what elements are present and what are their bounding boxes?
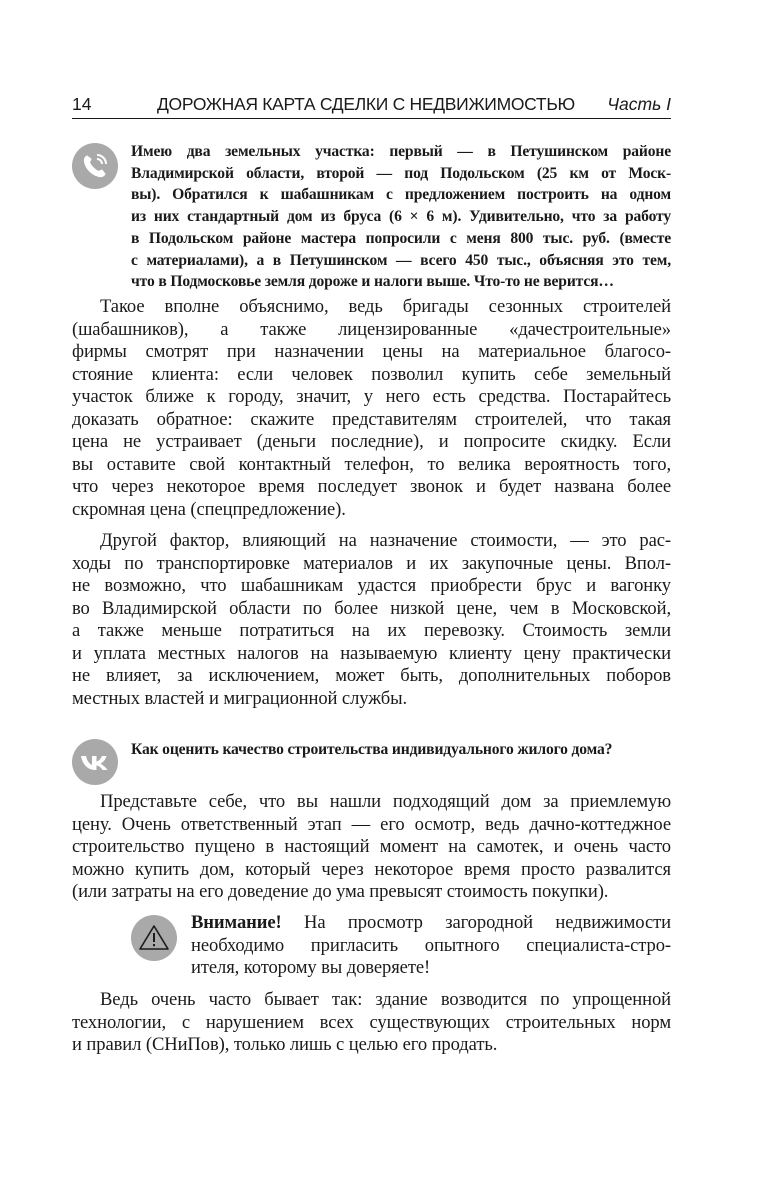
text-line: (или затраты на его доведение до ума превысят стоимость покупки). <box>72 881 609 902</box>
vk-icon <box>72 739 118 785</box>
answer-paragraph-2 <box>72 530 671 710</box>
text-line: не возможно, что шабашникам удастся приобрести брус и вагонку <box>72 575 671 596</box>
text-line: фирмы смотрят при назначении цены на материальное благосо- <box>72 341 671 362</box>
text-line: вы). Обратился к шабашникам с предложением построить на одном <box>131 186 671 204</box>
text-line: ходы по транспортировке материалов и их закупочные цены. Впол- <box>72 552 671 574</box>
warning-text-line: ителя, которому вы доверяете! <box>191 957 431 978</box>
part-label: Часть I <box>607 94 671 114</box>
text-line: в Подольском районе мастера попросили с меня 800 тыс. руб. (вместе <box>131 229 671 247</box>
question-heading: Как оценить качество строительства индивидуального жилого дома? <box>131 741 613 758</box>
body-paragraph-3 <box>72 791 671 904</box>
text-line: Ведь очень часто бывает так: здание возводится по упрощенной <box>100 989 671 1010</box>
phone-icon <box>72 143 118 189</box>
text-line: Владимирской области, второй — под Подольском (25 км от Моск- <box>131 164 671 182</box>
text-line: что через некоторое время последует звонок и будет названа более <box>72 476 671 497</box>
page-number: 14 <box>72 94 92 114</box>
reader-question <box>131 141 671 293</box>
text-line: во Владимирской области по более низкой цене, чем в Московской, <box>72 597 671 619</box>
text-line: Другой фактор, влияющий на назначение стоимости, — это рас- <box>100 530 671 551</box>
text-line: строительство пущено в настоящий момент на самотек, и очень часто <box>72 836 671 857</box>
text-line: Такое вполне объяснимо, ведь бригады сезонных строителей <box>100 296 671 317</box>
text-line: что в Подмосковье земля дороже и налоги выше. Что-то не верится… <box>131 273 614 291</box>
text-line: а также меньше потратиться на их перевозку. Стоимость земли <box>72 620 671 641</box>
running-header <box>72 92 671 119</box>
text-line: с материалами), а в Петушинском — всего 450 тыс., объясняя это тем, <box>131 251 671 269</box>
text-line: вы оставите свой контактный телефон, то велика вероятность того, <box>72 453 671 475</box>
answer-paragraph-1 <box>72 296 671 521</box>
warning-label: Внимание! <box>191 912 282 933</box>
text-line: из них стандартный дом из бруса (6 × 6 м). Удивительно, что за работу <box>131 208 671 226</box>
warning-icon <box>131 915 177 961</box>
text-line: технологии, с нарушением всех существующих строительных норм <box>72 1011 671 1033</box>
body-paragraph-4 <box>72 989 671 1057</box>
text-line: стояние клиента: если человек позволил купить себе земельный <box>72 363 671 385</box>
text-line: доказать обратное: скажите представителям строителей, что такая <box>72 408 671 430</box>
text-line: Имею два земельных участка: первый — в Петушинском районе <box>131 143 671 160</box>
text-line: местных властей и миграционной службы. <box>72 687 408 709</box>
warning-note <box>191 912 671 980</box>
text-line: скромная цена (спецпредложение). <box>72 498 346 520</box>
text-line: участок ближе к городу, значит, у него есть средства. Постарайтесь <box>72 386 671 407</box>
text-line: (шабашников), а также лицензированные «дачестроительные» <box>72 318 671 340</box>
text-line: можно купить дом, который через некоторое время просто развалится <box>72 858 671 880</box>
text-line: и правил (СНиПов), только лишь с целью его продать. <box>72 1034 498 1055</box>
text-line: цена не устраивает (деньги последние), и попросите скидку. Если <box>72 431 671 452</box>
text-line: и уплата местных налогов на называемую клиенту цену практически <box>72 642 671 664</box>
text-line: Представьте себе, что вы нашли подходящий дом за приемлемую <box>100 791 671 812</box>
warning-text-line: необходимо пригласить опытного специалиста-стро- <box>191 934 671 956</box>
text-line: не влияет, за исключением, может быть, дополнительных поборов <box>72 665 671 686</box>
warning-text-line: На просмотр загородной недвижимости <box>281 912 671 933</box>
text-line: цену. Очень ответственный этап — его осмотр, ведь дачно-коттеджное <box>72 813 671 835</box>
book-title: ДОРОЖНАЯ КАРТА СДЕЛКИ С НЕДВИЖИМОСТЬЮ <box>157 94 575 114</box>
